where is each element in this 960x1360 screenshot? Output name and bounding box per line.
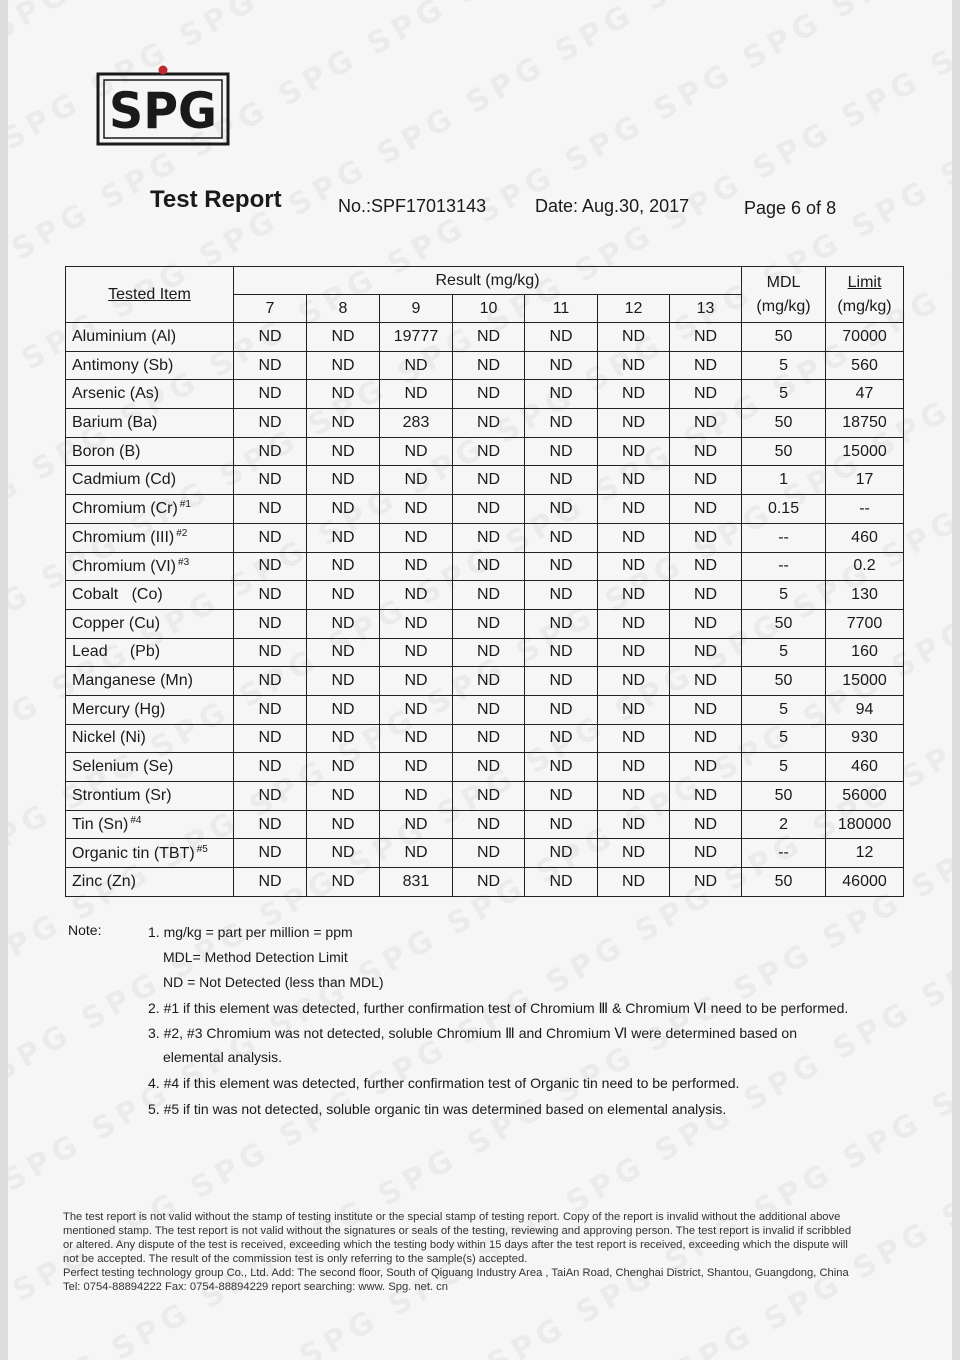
result-cell: ND xyxy=(234,724,307,753)
result-cell: ND xyxy=(525,323,598,352)
result-cell: ND xyxy=(598,466,670,495)
note-line: 2. #1 if this element was detected, further confirmation test of Chromium Ⅲ & Chromium Ⅵ need to be performed. xyxy=(148,1000,849,1016)
result-cell: ND xyxy=(598,437,670,466)
result-cell: ND xyxy=(307,724,380,753)
result-cell: ND xyxy=(453,868,525,897)
result-cell: ND xyxy=(670,409,742,438)
sample-column-header: 10 xyxy=(453,295,525,323)
tested-item-name: Copper (Cu) xyxy=(66,609,234,638)
result-cell: ND xyxy=(453,667,525,696)
report-date: Date: Aug.30, 2017 xyxy=(535,196,690,216)
result-cell: ND xyxy=(453,695,525,724)
result-cell: ND xyxy=(307,409,380,438)
mdl-cell: 50 xyxy=(742,409,826,438)
result-cell: ND xyxy=(598,409,670,438)
footnote-marker: #1 xyxy=(179,499,191,511)
note-line: 5. #5 if tin was not detected, soluble organic tin was determined based on elemental analysis. xyxy=(148,1101,727,1117)
result-cell: ND xyxy=(598,868,670,897)
result-cell: ND xyxy=(670,523,742,552)
result-cell: ND xyxy=(453,753,525,782)
result-cell: ND xyxy=(380,466,453,495)
page-title: Test Report xyxy=(150,186,282,213)
result-cell: ND xyxy=(670,638,742,667)
limit-cell: 560 xyxy=(826,351,904,380)
limit-cell: 94 xyxy=(826,695,904,724)
result-cell: ND xyxy=(525,495,598,524)
mdl-cell: 50 xyxy=(742,782,826,811)
result-cell: ND xyxy=(453,437,525,466)
result-cell: ND xyxy=(598,753,670,782)
results-body xyxy=(66,323,904,897)
table-row xyxy=(66,753,904,782)
result-cell: ND xyxy=(453,638,525,667)
result-cell: ND xyxy=(307,581,380,610)
page-number: Page 6 of 8 xyxy=(744,198,837,218)
tested-item-name: Organic tin (TBT) $^{\#5}$ xyxy=(66,839,234,868)
mdl-cell: 50 xyxy=(742,437,826,466)
result-cell: ND xyxy=(307,523,380,552)
result-cell: ND xyxy=(307,695,380,724)
table-row xyxy=(66,638,904,667)
sample-column-header: 8 xyxy=(307,295,380,323)
result-cell: ND xyxy=(380,638,453,667)
limit-header: Limit (mg/kg) xyxy=(826,267,904,323)
limit-cell: 15000 xyxy=(826,437,904,466)
table-row xyxy=(66,409,904,438)
result-cell: ND xyxy=(598,351,670,380)
table-row xyxy=(66,552,904,581)
result-cell: ND xyxy=(307,810,380,839)
result-cell: ND xyxy=(525,839,598,868)
table-row xyxy=(66,437,904,466)
result-cell: ND xyxy=(380,552,453,581)
result-cell: ND xyxy=(598,495,670,524)
tested-item-name: Chromium (Cr) $^{\#1}$ xyxy=(66,495,234,524)
result-cell: ND xyxy=(234,552,307,581)
mdl-cell: -- xyxy=(742,839,826,868)
footer-line: or altered. Any dispute of the test is received, exceeding which the testing body within 15 days after the test report is received, exceeding which the dispute will xyxy=(63,1239,848,1251)
table-row xyxy=(66,581,904,610)
mdl-header: MDL (mg/kg) xyxy=(742,267,826,323)
result-cell: ND xyxy=(234,839,307,868)
limit-cell: 460 xyxy=(826,753,904,782)
result-cell: ND xyxy=(525,466,598,495)
mdl-cell: 5 xyxy=(742,638,826,667)
limit-cell: 56000 xyxy=(826,782,904,811)
result-cell: ND xyxy=(453,839,525,868)
result-cell: ND xyxy=(670,782,742,811)
table-row xyxy=(66,667,904,696)
footnote-marker: #2 xyxy=(176,528,188,540)
table-row xyxy=(66,495,904,524)
mdl-cell: 50 xyxy=(742,667,826,696)
mdl-cell: 5 xyxy=(742,380,826,409)
result-cell: ND xyxy=(234,753,307,782)
table-row xyxy=(66,868,904,897)
result-cell: ND xyxy=(453,351,525,380)
tested-item-name: Mercury (Hg) xyxy=(66,695,234,724)
mdl-cell: 2 xyxy=(742,810,826,839)
footnote-marker: #4 xyxy=(130,815,142,827)
result-cell: ND xyxy=(670,609,742,638)
result-cell: ND xyxy=(234,609,307,638)
result-cell: ND xyxy=(380,839,453,868)
result-cell: ND xyxy=(525,810,598,839)
result-cell: ND xyxy=(307,380,380,409)
result-cell: ND xyxy=(234,638,307,667)
result-cell: ND xyxy=(453,323,525,352)
limit-cell: 70000 xyxy=(826,323,904,352)
result-cell: ND xyxy=(307,868,380,897)
result-cell: ND xyxy=(234,351,307,380)
result-cell: ND xyxy=(307,466,380,495)
result-cell: ND xyxy=(525,351,598,380)
result-cell: ND xyxy=(234,782,307,811)
table-row xyxy=(66,323,904,352)
footnote-marker: #3 xyxy=(178,556,190,568)
limit-cell: 47 xyxy=(826,380,904,409)
result-cell: ND xyxy=(670,581,742,610)
table-row xyxy=(66,523,904,552)
tested-item-name: Chromium (III) $^{\#2}$ xyxy=(66,523,234,552)
result-cell: ND xyxy=(670,552,742,581)
tested-item-name: Selenium (Se) xyxy=(66,753,234,782)
table-row xyxy=(66,839,904,868)
footer-line: not be accepted. The result of the commission test is only referring to the sample(s) accepted. xyxy=(63,1253,528,1265)
result-cell: ND xyxy=(670,667,742,696)
result-cell: 831 xyxy=(380,868,453,897)
result-cell: ND xyxy=(307,839,380,868)
result-cell: ND xyxy=(380,724,453,753)
limit-cell: 7700 xyxy=(826,609,904,638)
result-cell: ND xyxy=(525,868,598,897)
result-cell: ND xyxy=(598,782,670,811)
mdl-cell: 5 xyxy=(742,753,826,782)
table-row xyxy=(66,810,904,839)
footer-disclaimer xyxy=(63,1210,913,1294)
limit-cell: 46000 xyxy=(826,868,904,897)
result-cell: ND xyxy=(307,638,380,667)
report-page xyxy=(8,0,952,1360)
result-cell: ND xyxy=(453,466,525,495)
result-cell: ND xyxy=(525,581,598,610)
limit-cell: -- xyxy=(826,495,904,524)
result-cell: ND xyxy=(380,753,453,782)
mdl-cell: -- xyxy=(742,523,826,552)
result-cell: ND xyxy=(525,667,598,696)
result-cell: ND xyxy=(670,380,742,409)
result-cell: ND xyxy=(525,782,598,811)
result-cell: ND xyxy=(234,495,307,524)
mdl-cell: 50 xyxy=(742,609,826,638)
tested-item-name: Antimony (Sb) xyxy=(66,351,234,380)
mdl-cell: 1 xyxy=(742,466,826,495)
result-cell: ND xyxy=(307,782,380,811)
result-cell: ND xyxy=(598,695,670,724)
result-cell: ND xyxy=(670,810,742,839)
tested-item-name: Barium (Ba) xyxy=(66,409,234,438)
report-header xyxy=(8,186,952,226)
note-line: 4. #4 if this element was detected, further confirmation test of Organic tin need to be performed. xyxy=(148,1075,740,1091)
limit-cell: 130 xyxy=(826,581,904,610)
result-cell: ND xyxy=(525,695,598,724)
result-cell: ND xyxy=(307,323,380,352)
result-cell: ND xyxy=(380,380,453,409)
result-cell: ND xyxy=(307,351,380,380)
result-cell: ND xyxy=(598,724,670,753)
result-cell: ND xyxy=(453,609,525,638)
report-number: No.:SPF17013143 xyxy=(338,196,487,216)
mdl-cell: 5 xyxy=(742,724,826,753)
result-cell: ND xyxy=(670,495,742,524)
table-row xyxy=(66,695,904,724)
result-cell: ND xyxy=(670,868,742,897)
tested-item-name: Boron (B) xyxy=(66,437,234,466)
sample-column-header: 11 xyxy=(525,295,598,323)
limit-cell: 460 xyxy=(826,523,904,552)
result-cell: 19777 xyxy=(380,323,453,352)
result-cell: ND xyxy=(453,724,525,753)
result-cell: ND xyxy=(525,437,598,466)
result-cell: ND xyxy=(525,724,598,753)
result-cell: ND xyxy=(525,609,598,638)
result-cell: ND xyxy=(598,581,670,610)
result-cell: ND xyxy=(307,437,380,466)
note-line: MDL= Method Detection Limit xyxy=(163,949,348,965)
result-cell: ND xyxy=(234,667,307,696)
table-row xyxy=(66,609,904,638)
result-cell: ND xyxy=(380,782,453,811)
limit-cell: 180000 xyxy=(826,810,904,839)
spg-logo xyxy=(96,64,230,146)
result-cell: ND xyxy=(670,839,742,868)
result-cell: ND xyxy=(453,495,525,524)
result-cell: ND xyxy=(525,409,598,438)
result-cell: ND xyxy=(670,437,742,466)
result-cell: ND xyxy=(234,380,307,409)
tested-item-name: Cadmium (Cd) xyxy=(66,466,234,495)
limit-cell: 160 xyxy=(826,638,904,667)
mdl-cell: 0.15 xyxy=(742,495,826,524)
limit-cell: 15000 xyxy=(826,667,904,696)
tested-item-name: Nickel (Ni) xyxy=(66,724,234,753)
result-cell: ND xyxy=(307,552,380,581)
mdl-cell: 5 xyxy=(742,351,826,380)
table-row xyxy=(66,380,904,409)
result-cell: ND xyxy=(598,609,670,638)
notes-label: Note: xyxy=(68,922,102,938)
result-cell: ND xyxy=(234,523,307,552)
result-cell: ND xyxy=(598,667,670,696)
tested-item-name: Tin (Sn) $^{\#4}$ xyxy=(66,810,234,839)
result-cell: ND xyxy=(670,753,742,782)
result-cell: ND xyxy=(670,351,742,380)
mdl-cell: -- xyxy=(742,552,826,581)
sample-column-header: 7 xyxy=(234,295,307,323)
result-cell: ND xyxy=(307,667,380,696)
result-cell: ND xyxy=(234,810,307,839)
result-cell: ND xyxy=(670,466,742,495)
result-cell: ND xyxy=(453,409,525,438)
result-cell: ND xyxy=(598,810,670,839)
table-row xyxy=(66,724,904,753)
table-row xyxy=(66,466,904,495)
limit-cell: 12 xyxy=(826,839,904,868)
result-cell: ND xyxy=(525,753,598,782)
result-cell: ND xyxy=(234,868,307,897)
result-cell: ND xyxy=(670,695,742,724)
result-cell: ND xyxy=(453,581,525,610)
result-cell: ND xyxy=(525,552,598,581)
result-cell: ND xyxy=(598,523,670,552)
sample-column-header: 13 xyxy=(670,295,742,323)
tested-item-name: Zinc (Zn) xyxy=(66,868,234,897)
mdl-cell: 50 xyxy=(742,868,826,897)
result-cell: ND xyxy=(380,351,453,380)
tested-item-name: Cobalt (Co) xyxy=(66,581,234,610)
sample-column-header: 12 xyxy=(598,295,670,323)
note-line: ND = Not Detected (less than MDL) xyxy=(163,974,384,990)
note-line: 1. mg/kg = part per million = ppm xyxy=(148,924,353,940)
result-cell: 283 xyxy=(380,409,453,438)
tested-item-name: Lead (Pb) xyxy=(66,638,234,667)
sample-column-header: 9 xyxy=(380,295,453,323)
result-cell: ND xyxy=(234,409,307,438)
mdl-cell: 50 xyxy=(742,323,826,352)
result-cell: ND xyxy=(598,380,670,409)
note-line: 3. #2, #3 Chromium was not detected, soluble Chromium Ⅲ and Chromium Ⅵ were determined based on xyxy=(148,1025,797,1041)
footer-line: Tel: 0754-88894222 Fax: 0754-88894229 report searching: www. Spg. net. cn xyxy=(63,1281,448,1293)
limit-cell: 0.2 xyxy=(826,552,904,581)
result-cell: ND xyxy=(598,839,670,868)
result-cell: ND xyxy=(380,437,453,466)
result-cell: ND xyxy=(525,380,598,409)
limit-cell: 17 xyxy=(826,466,904,495)
result-cell: ND xyxy=(380,523,453,552)
result-cell: ND xyxy=(234,695,307,724)
mdl-cell: 5 xyxy=(742,695,826,724)
table-row xyxy=(66,782,904,811)
footnote-marker: #5 xyxy=(196,843,208,855)
result-cell: ND xyxy=(234,466,307,495)
result-cell: ND xyxy=(598,323,670,352)
result-cell: ND xyxy=(234,581,307,610)
result-cell: ND xyxy=(307,495,380,524)
result-cell: ND xyxy=(525,523,598,552)
limit-cell: 18750 xyxy=(826,409,904,438)
result-cell: ND xyxy=(670,323,742,352)
result-cell: ND xyxy=(307,753,380,782)
result-cell: ND xyxy=(234,437,307,466)
result-cell: ND xyxy=(598,638,670,667)
spg-logo-icon xyxy=(96,64,230,146)
result-cell: ND xyxy=(307,609,380,638)
tested-item-name: Manganese (Mn) xyxy=(66,667,234,696)
tested-item-name: Chromium (VI) $^{\#3}$ xyxy=(66,552,234,581)
result-cell: ND xyxy=(234,323,307,352)
mdl-cell: 5 xyxy=(742,581,826,610)
tested-item-name: Arsenic (As) xyxy=(66,380,234,409)
footer-line: Perfect testing technology group Co., Ltd. Add: The second floor, South of Qiguang Industry Area , TaiAn Road, Chenghai District, Shantou, Guangdong, China xyxy=(63,1267,849,1279)
svg-text:SPG: SPG xyxy=(109,82,217,140)
tested-item-name: Strontium (Sr) xyxy=(66,782,234,811)
footer-line: The test report is not valid without the stamp of testing institute or the special stamp of testing report. Copy of the report is invalid without the additional above xyxy=(63,1211,841,1223)
result-cell: ND xyxy=(453,552,525,581)
result-cell: ND xyxy=(380,695,453,724)
result-header: Result (mg/kg) xyxy=(234,267,742,295)
result-cell: ND xyxy=(453,380,525,409)
note-line: elemental analysis. xyxy=(163,1049,283,1065)
result-cell: ND xyxy=(670,724,742,753)
tested-item-name: Aluminium (Al) xyxy=(66,323,234,352)
result-cell: ND xyxy=(380,810,453,839)
result-cell: ND xyxy=(380,667,453,696)
tested-item-header: Tested Item xyxy=(66,267,234,323)
result-cell: ND xyxy=(598,552,670,581)
result-cell: ND xyxy=(453,523,525,552)
limit-cell: 930 xyxy=(826,724,904,753)
results-table xyxy=(65,266,904,897)
result-cell: ND xyxy=(380,581,453,610)
table-row xyxy=(66,351,904,380)
result-cell: ND xyxy=(380,609,453,638)
footer-line: mentioned stamp. The test report is not valid without the signatures or seals of the testing, reviewing and approving person. The test report is invalid if scribbled xyxy=(63,1225,852,1237)
result-cell: ND xyxy=(453,810,525,839)
result-cell: ND xyxy=(380,495,453,524)
result-cell: ND xyxy=(525,638,598,667)
result-cell: ND xyxy=(453,782,525,811)
